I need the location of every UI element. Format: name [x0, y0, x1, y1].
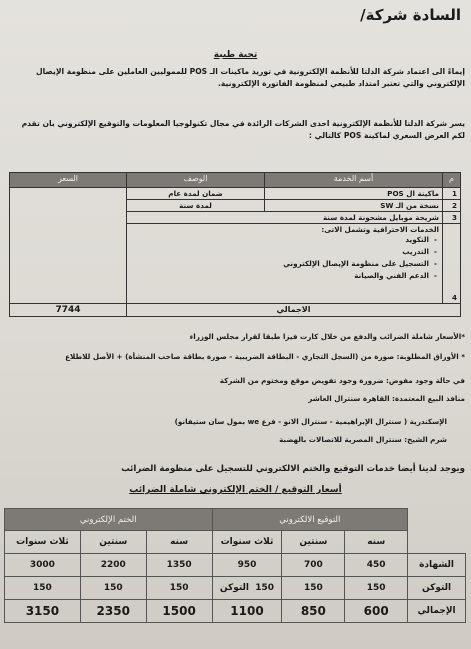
intro-paragraph-2: يسر شركة الدلتا للأنظمة الإلكترونية احدى الشركات الرائدة في مجال تكنولوجيا المعلومات والتوقيع الإلكتروني بان تقدم لكم العرض السعري لماكينة POS كالتالي :	[21, 119, 465, 140]
note-outlets-alex: الإسكندرية ( سنترال الإبراهيمية - سنترال الانو - فرع we بمول سان ستيفانو)	[174, 417, 447, 426]
total-value: 7744	[10, 304, 127, 317]
note-prices: *الأسعار شاملة الضرائب والدفع من خلال كارت فيزا طبقا لقرار مجلس الوزراء	[189, 332, 465, 341]
list-item: - التسجيل على منظومة الإيصال الإلكتروني	[130, 258, 429, 270]
recipient-title: السادة شركة/	[360, 6, 461, 24]
note-outlets-sharm: شرم الشيخ: سنترال المصرية للاتصالات بالهضبة	[279, 435, 447, 444]
intro-paragraph-1: إيماءً الى اعتماد شركة الدلتا للأنظمة الإلكترونية في توريد ماكينات الـ POS للمموليين العاملين على منظومة الإيصال الإلكتروني والتي تعتبر امتداد طبيعي لمنظومة الفاتورة الإلكترونية.	[36, 67, 465, 88]
table-row: 2 نسخة من الـ SW لمدة سنة	[10, 200, 461, 212]
note-outlets-cairo: منافذ البيع المعتمدة: القاهرة سنترال العاشر	[308, 394, 465, 403]
pro-services-list	[130, 234, 439, 282]
totals-row: الإجمالي 600 850 1100 1500 2350 3150	[5, 600, 466, 623]
periods-row: سنه سنتين ثلاث سنوات سنه سنتين ثلاث سنوات	[5, 531, 466, 554]
header-price: السعر	[10, 173, 127, 188]
total-label: الاجمالي	[127, 304, 461, 317]
total-row	[10, 304, 461, 317]
table-row: الشهادة 450 700 950 1350 2200 3000	[5, 554, 466, 577]
group-seal: الختم الإلكتروني	[5, 509, 213, 531]
note-delegate: في حالة وجود مفوض: ضرورة وجود تفويض موقع ومختوم من الشركة	[219, 376, 465, 385]
list-item: - الدعم الفني والصيانة	[130, 270, 429, 282]
services-header-row	[10, 173, 461, 188]
header-desc: الوصف	[127, 173, 265, 188]
price-section-title: أسعار التوقيع / الختم الإلكتروني شاملة الضرائب	[129, 485, 342, 495]
services-table	[9, 172, 461, 317]
table-row: 1 ماكينة ال POS ضمان لمدة عام	[10, 188, 461, 200]
also-offer: ويوجد لدينا أيضا خدمات التوقيع والختم الالكتروني للتسجيل على منظومة الضرائب	[121, 464, 465, 474]
header-num: م	[443, 173, 461, 188]
signature-price-table	[4, 508, 466, 623]
table-row: 4 الخدمات الاحترافية وتشمل الاتى: - التكويد - التدريب - التسجيل على منظومة الإيصال الإلكتروني - الدعم الفني والصيانة	[10, 224, 461, 304]
list-item: - التكويد	[130, 234, 429, 246]
list-item: - التدريب	[130, 246, 429, 258]
table-row: 3 شريحة موبايل مشحونة لمدة سنة	[10, 212, 461, 224]
group-signature: التوقيع الالكتروني	[212, 509, 408, 531]
price-cell	[10, 188, 127, 304]
table-row: التوكن 150 150 150 التوكن 150 150 150	[5, 577, 466, 600]
note-documents: * الأوراق المطلوبة: صورة من (السجل التجاري - البطاقة الضريبية - صورة بطاقة صاحب المنشأة) + الأصل للاطلاع	[65, 352, 465, 361]
pro-services-heading: الخدمات الاحترافية وتشمل الاتى:	[321, 225, 439, 234]
greeting: تحية طيبة	[213, 50, 258, 60]
header-service: أسم الخدمة	[265, 173, 443, 188]
